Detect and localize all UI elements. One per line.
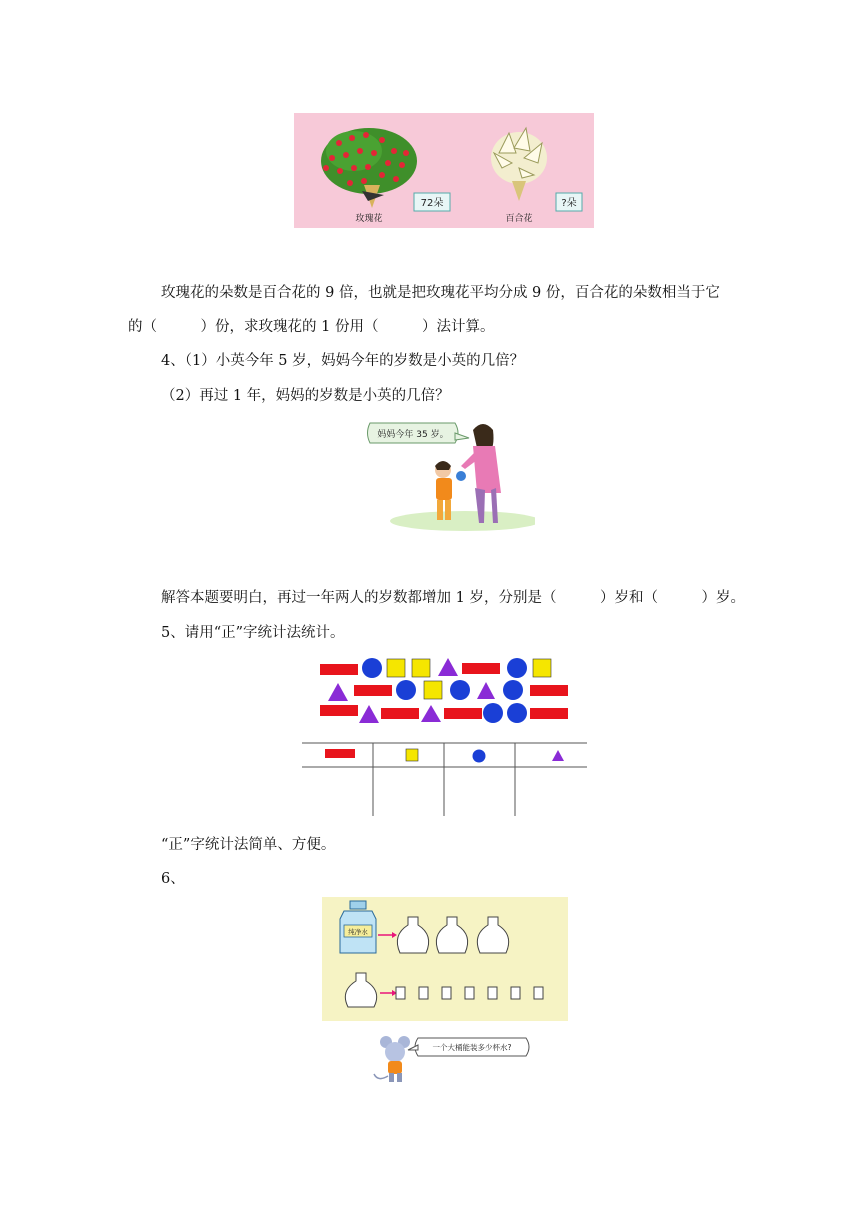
paragraph-line-2: 的（ ）份，求玫瑰花的 1 份用（ ）法计算。 bbox=[128, 319, 495, 335]
mouse-illustration bbox=[372, 1032, 532, 1088]
rose-label: 玫瑰花 bbox=[355, 214, 383, 224]
tally-note: “正”字统计法简单、方便。 bbox=[161, 837, 336, 853]
rectangle-icon bbox=[325, 749, 355, 758]
paragraph-line-1: 玫瑰花的朵数是百合花的 9 倍，也就是把玫瑰花平均分成 9 份，百合花的朵数相当于它 bbox=[161, 285, 720, 301]
circle-icon bbox=[473, 750, 486, 763]
shapes-illustration bbox=[318, 655, 573, 723]
mother-child-illustration bbox=[365, 418, 535, 533]
question-4-part-2: （2）再过 1 年，妈妈的岁数是小英的几倍？ bbox=[161, 388, 450, 404]
lily-label: 百合花 bbox=[505, 214, 533, 224]
lily-count: ?朵 bbox=[561, 198, 577, 209]
question-5: 5、请用“正”字统计法统计。 bbox=[161, 625, 345, 641]
jug-label: 纯净水 bbox=[348, 928, 368, 936]
speech-mouse: 一个大桶能装多少杯水? bbox=[432, 1043, 512, 1052]
mouse-icon bbox=[374, 1036, 410, 1082]
rose-count: 72朵 bbox=[420, 198, 444, 209]
square-icon bbox=[406, 749, 418, 761]
question-6: 6、 bbox=[161, 871, 185, 887]
answer-line: 解答本题要明白，再过一年两人的岁数都增加 1 岁，分别是（ ）岁和（ ）岁。 bbox=[161, 590, 745, 606]
tally-table bbox=[302, 742, 587, 816]
flower-illustration bbox=[294, 113, 594, 228]
question-4-part-1: 4、（1）小英今年 5 岁，妈妈今年的岁数是小英的几倍？ bbox=[161, 353, 525, 369]
triangle-icon bbox=[552, 750, 564, 761]
water-illustration bbox=[322, 897, 568, 1021]
speech-mom: 妈妈今年 35 岁。 bbox=[377, 430, 449, 440]
